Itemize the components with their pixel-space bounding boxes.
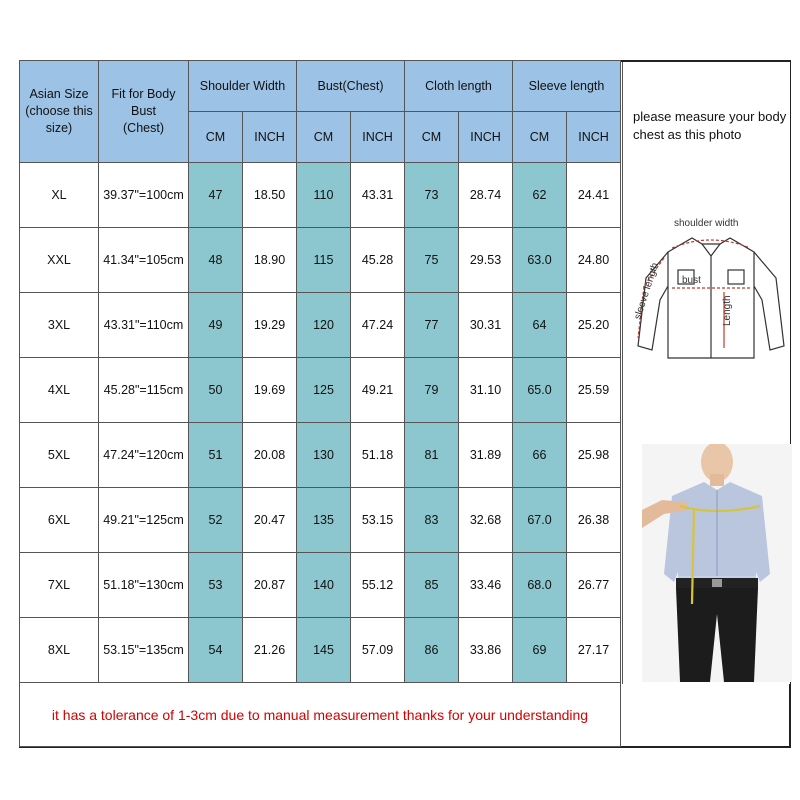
label-length: Length [722,295,733,326]
inch-value-cell: 30.31 [459,293,513,358]
cm-value-cell: 62 [513,163,567,228]
size-cell: 8XL [20,618,99,683]
cm-value-cell: 66 [513,423,567,488]
cm-value-cell: 130 [297,423,351,488]
fit-bust-cell: 41.34"=105cm [99,228,189,293]
cm-value-cell: 110 [297,163,351,228]
cm-value-cell: 53 [189,553,243,618]
unit-header: INCH [351,112,405,163]
inch-value-cell: 25.98 [567,423,621,488]
inch-value-cell: 24.41 [567,163,621,228]
unit-header: CM [405,112,459,163]
inch-value-cell: 21.26 [243,618,297,683]
inch-value-cell: 20.47 [243,488,297,553]
fit-bust-cell: 47.24"=120cm [99,423,189,488]
cm-value-cell: 125 [297,358,351,423]
measure-instruction: please measure your body chest as this photo [633,109,787,142]
size-chart-table [19,60,621,747]
inch-value-cell: 57.09 [351,618,405,683]
cm-value-cell: 79 [405,358,459,423]
cm-value-cell: 86 [405,618,459,683]
inch-value-cell: 55.12 [351,553,405,618]
inch-value-cell: 53.15 [351,488,405,553]
inch-value-cell: 19.29 [243,293,297,358]
table-row [20,163,621,228]
inch-value-cell: 33.86 [459,618,513,683]
inch-value-cell: 43.31 [351,163,405,228]
header-fit-bust-label: Fit for Body Bust (Chest) [111,87,176,135]
unit-header: INCH [243,112,297,163]
header-bust-chest: Bust(Chest) [297,61,405,112]
cm-value-cell: 75 [405,228,459,293]
cm-value-cell: 135 [297,488,351,553]
cm-value-cell: 140 [297,553,351,618]
size-cell: 6XL [20,488,99,553]
inch-value-cell: 31.89 [459,423,513,488]
inch-value-cell: 24.80 [567,228,621,293]
cm-value-cell: 54 [189,618,243,683]
inch-value-cell: 28.74 [459,163,513,228]
unit-header: CM [297,112,351,163]
unit-header: CM [189,112,243,163]
inch-value-cell: 31.10 [459,358,513,423]
unit-header: INCH [459,112,513,163]
cm-value-cell: 49 [189,293,243,358]
cm-value-cell: 52 [189,488,243,553]
cm-value-cell: 65.0 [513,358,567,423]
inch-value-cell: 20.08 [243,423,297,488]
inch-value-cell: 47.24 [351,293,405,358]
cm-value-cell: 69 [513,618,567,683]
header-fit-bust [99,61,189,163]
model-chest-measurement-photo [642,444,792,682]
fit-bust-cell: 53.15"=135cm [99,618,189,683]
shirt-measurement-diagram [630,208,792,368]
cm-value-cell: 145 [297,618,351,683]
collar-outline [702,244,720,256]
size-cell: 4XL [20,358,99,423]
inch-value-cell: 27.17 [567,618,621,683]
cm-value-cell: 85 [405,553,459,618]
inch-value-cell: 33.46 [459,553,513,618]
size-cell: 3XL [20,293,99,358]
size-cell: 7XL [20,553,99,618]
table-row [20,618,621,683]
inch-value-cell: 26.77 [567,553,621,618]
fit-bust-cell: 39.37"=100cm [99,163,189,228]
cm-value-cell: 50 [189,358,243,423]
fit-bust-cell: 45.28"=115cm [99,358,189,423]
cm-value-cell: 120 [297,293,351,358]
table-row [20,553,621,618]
fit-bust-cell: 51.18"=130cm [99,553,189,618]
table-row [20,228,621,293]
label-bust: bust [682,275,701,286]
cm-value-cell: 115 [297,228,351,293]
table-row [20,423,621,488]
header-asian-size [20,61,99,163]
cm-value-cell: 63.0 [513,228,567,293]
cm-value-cell: 68.0 [513,553,567,618]
cm-value-cell: 73 [405,163,459,228]
cm-value-cell: 48 [189,228,243,293]
fit-bust-cell: 43.31"=110cm [99,293,189,358]
cm-value-cell: 81 [405,423,459,488]
cm-value-cell: 83 [405,488,459,553]
table-row [20,358,621,423]
inch-value-cell: 29.53 [459,228,513,293]
size-cell: XL [20,163,99,228]
inch-value-cell: 32.68 [459,488,513,553]
inch-value-cell: 49.21 [351,358,405,423]
label-shoulder-width: shoulder width [674,218,739,229]
inch-value-cell: 45.28 [351,228,405,293]
right-sleeve-outline [754,252,784,350]
inch-value-cell: 51.18 [351,423,405,488]
inch-value-cell: 25.20 [567,293,621,358]
unit-header: CM [513,112,567,163]
cm-value-cell: 51 [189,423,243,488]
inch-value-cell: 19.69 [243,358,297,423]
inch-value-cell: 18.50 [243,163,297,228]
header-cloth-length: Cloth length [405,61,513,112]
table-row [20,293,621,358]
inch-value-cell: 25.59 [567,358,621,423]
size-cell: 5XL [20,423,99,488]
inch-value-cell: 26.38 [567,488,621,553]
label-sleeve-length: sleeve length [632,261,662,321]
size-cell: XXL [20,228,99,293]
table-row [20,488,621,553]
header-shoulder-width: Shoulder Width [189,61,297,112]
inch-value-cell: 18.90 [243,228,297,293]
cm-value-cell: 67.0 [513,488,567,553]
fit-bust-cell: 49.21"=125cm [99,488,189,553]
cm-value-cell: 47 [189,163,243,228]
unit-header: INCH [567,112,621,163]
tolerance-note: it has a tolerance of 1-3cm due to manual measurement thanks for your understanding [20,683,621,747]
header-asian-size-label: Asian Size (choose this size) [25,87,93,135]
cm-value-cell: 77 [405,293,459,358]
cm-value-cell: 64 [513,293,567,358]
inch-value-cell: 20.87 [243,553,297,618]
header-sleeve-length: Sleeve length [513,61,621,112]
